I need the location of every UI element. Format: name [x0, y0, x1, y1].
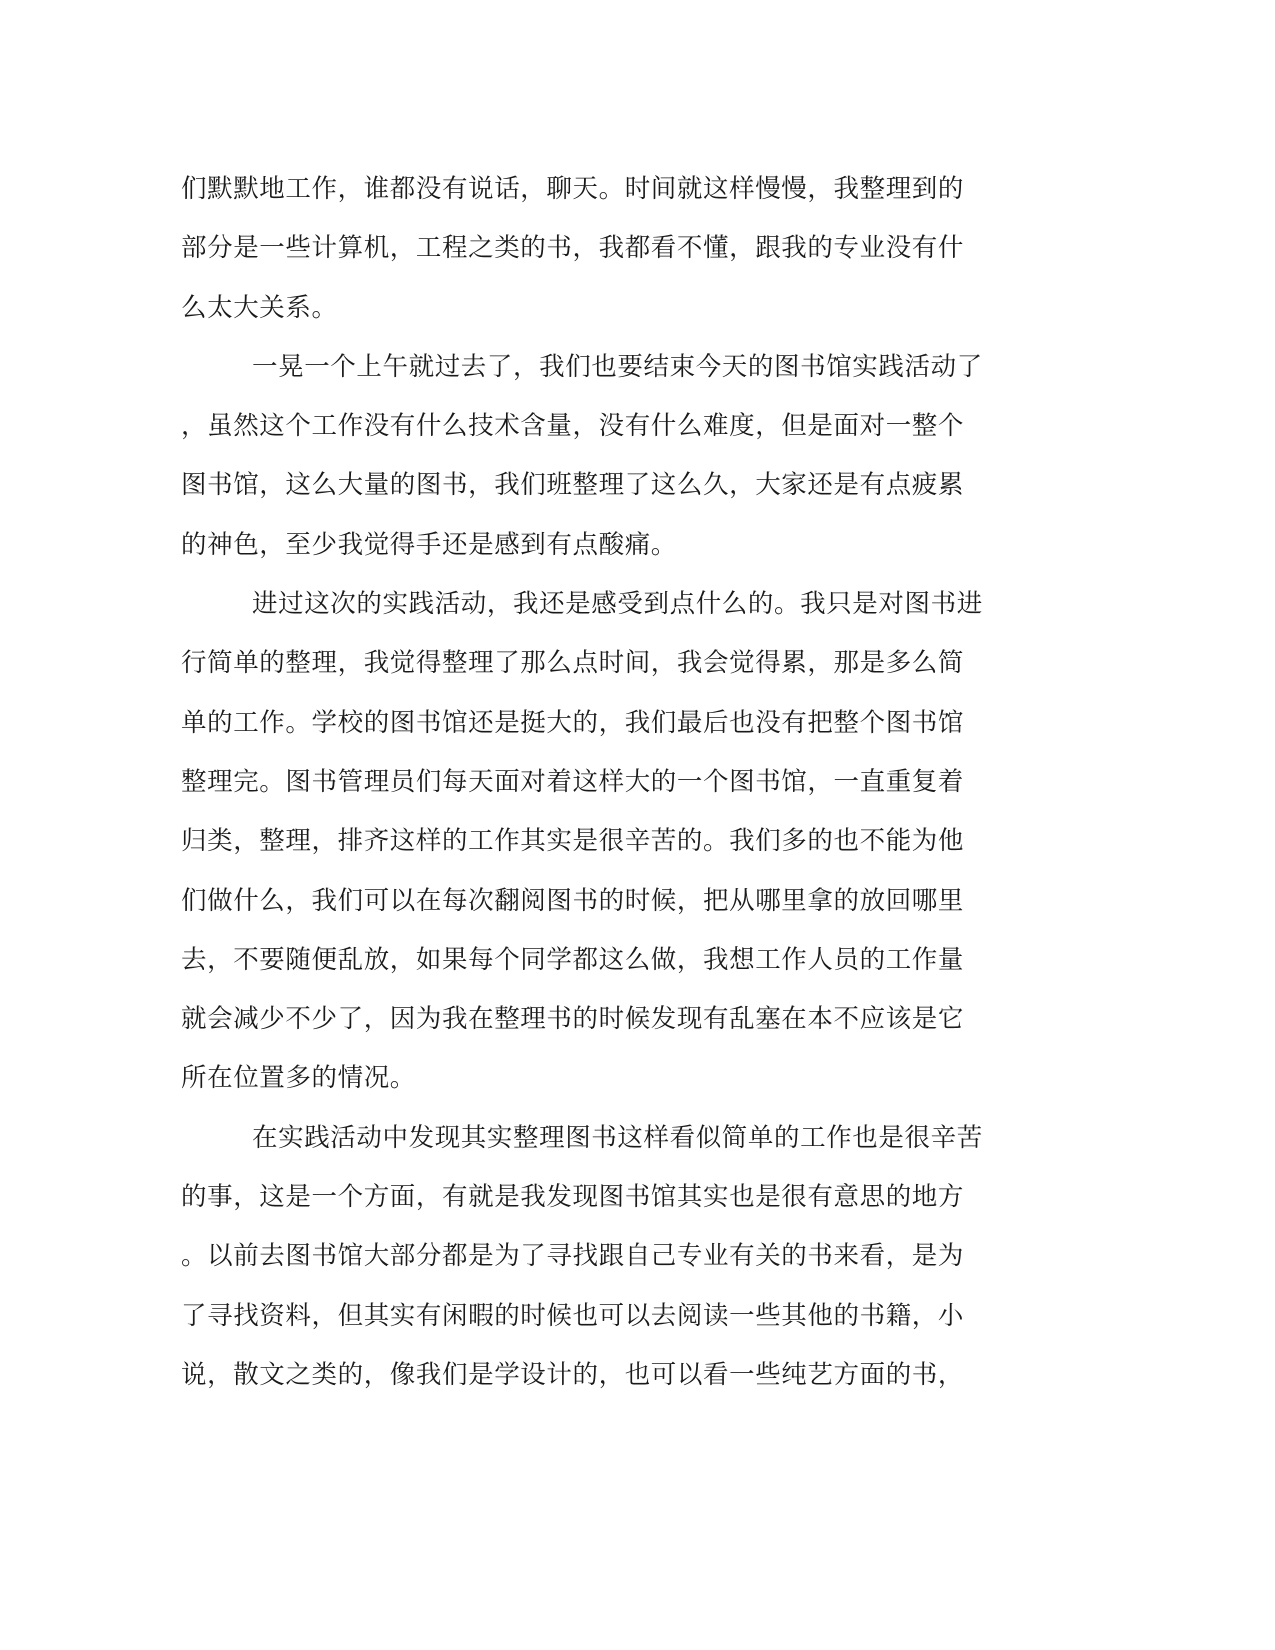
text-line: 归类，整理，排齐这样的工作其实是很辛苦的。我们多的也不能为他 [181, 826, 965, 857]
text-line: 了寻找资料，但其实有闲暇的时候也可以去阅读一些其他的书籍，小 [181, 1300, 965, 1331]
text-line: 整理完。图书管理员们每天面对着这样大的一个图书馆，一直重复着 [181, 766, 965, 797]
text-line: 所在位置多的情况。 [181, 1063, 416, 1094]
text-line: 们做什么，我们可以在每次翻阅图书的时候，把从哪里拿的放回哪里 [181, 885, 965, 916]
paragraph-first-line: 在实践活动中发现其实整理图书这样看似简单的工作也是很辛苦 [252, 1122, 983, 1153]
text-line: 的事，这是一个方面，有就是我发现图书馆其实也是很有意思的地方 [181, 1182, 965, 1213]
paragraph-first-line: 进过这次的实践活动，我还是感受到点什么的。我只是对图书进 [252, 589, 983, 620]
text-line: 去，不要随便乱放，如果每个同学都这么做，我想工作人员的工作量 [181, 944, 965, 975]
text-line: 就会减少不少了，因为我在整理书的时候发现有乱塞在本不应该是它 [181, 1004, 965, 1035]
paragraph-first-line: 一晃一个上午就过去了，我们也要结束今天的图书馆实践活动了 [252, 351, 983, 382]
text-line: 图书馆，这么大量的图书，我们班整理了这么久，大家还是有点疲累 [181, 470, 965, 501]
text-line: 说，散文之类的，像我们是学设计的，也可以看一些纯艺方面的书， [181, 1359, 965, 1390]
text-line: 么太大关系。 [181, 292, 338, 323]
body-text [181, 160, 1041, 1405]
text-line: 们默默地工作，谁都没有说话，聊天。时间就这样慢慢，我整理到的 [181, 174, 965, 204]
text-line: 。以前去图书馆大部分都是为了寻找跟自己专业有关的书来看，是为 [181, 1241, 965, 1272]
text-line: 单的工作。学校的图书馆还是挺大的，我们最后也没有把整个图书馆 [181, 707, 965, 738]
text-line: 的神色，至少我觉得手还是感到有点酸痛。 [181, 529, 677, 560]
text-line: ，虽然这个工作没有什么技术含量，没有什么难度，但是面对一整个 [181, 411, 965, 442]
text-line: 行简单的整理，我觉得整理了那么点时间，我会觉得累，那是多么简 [181, 648, 965, 679]
text-line: 部分是一些计算机，工程之类的书，我都看不懂，跟我的专业没有什 [181, 233, 965, 264]
